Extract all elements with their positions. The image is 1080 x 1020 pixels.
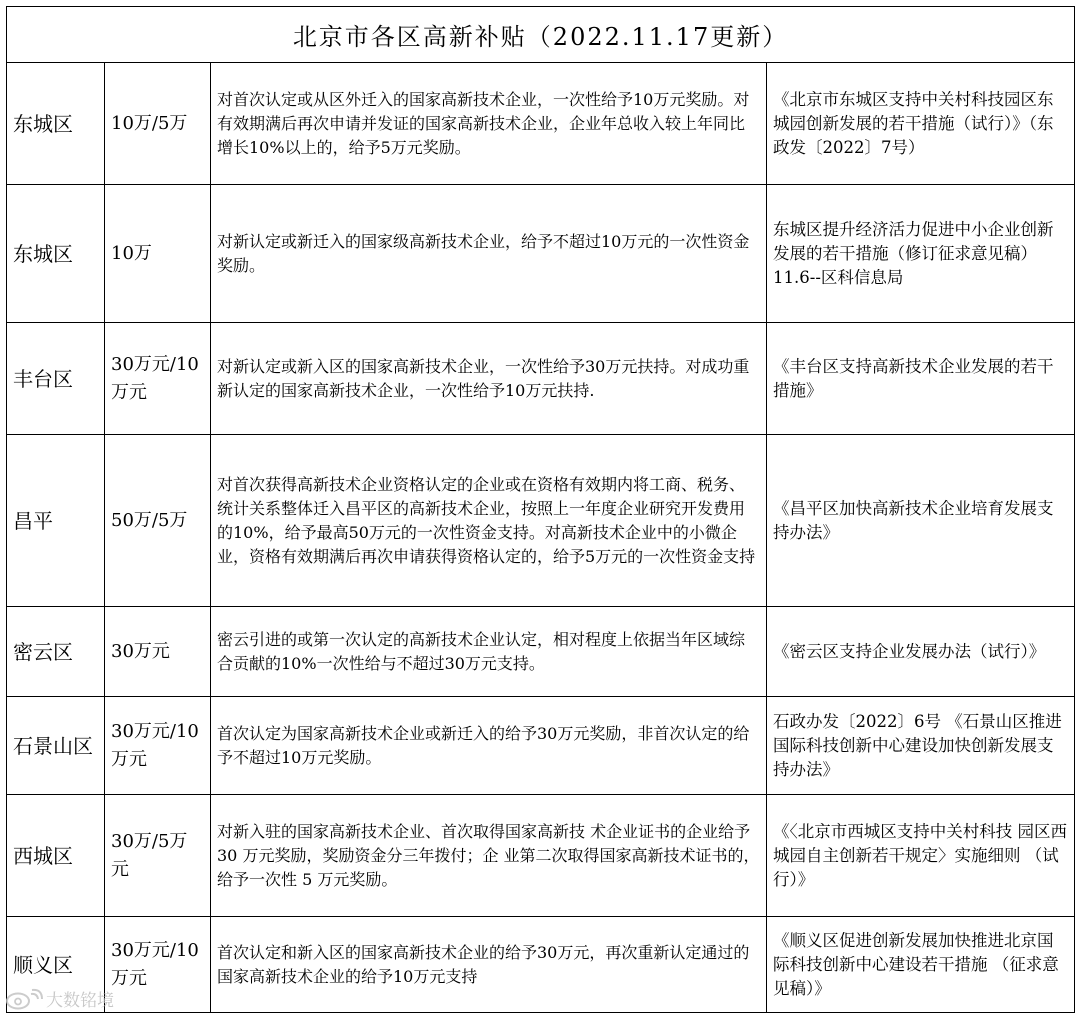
table-row xyxy=(7,795,1075,917)
amount-cell: 30万元/10万元 xyxy=(105,323,211,435)
description-cell: 首次认定为国家高新技术企业或新迁入的给予30万元奖励，非首次认定的给予不超过10万元奖励。 xyxy=(211,697,767,795)
weibo-logo-icon xyxy=(4,988,44,1010)
table-row xyxy=(7,697,1075,795)
amount-cell: 10万/5万 xyxy=(105,63,211,185)
table-row xyxy=(7,323,1075,435)
source-cell: 石政办发〔2022〕6号 《石景山区推进国际科技创新中心建设加快创新发展支持办法》 xyxy=(767,697,1075,795)
district-cell: 密云区 xyxy=(7,607,105,697)
district-cell: 顺义区 xyxy=(7,917,105,1013)
table-row xyxy=(7,185,1075,323)
source-cell: 《〈北京市西城区支持中关村科技 园区西城园自主创新若干规定〉实施细则 （试行）》 xyxy=(767,795,1075,917)
watermark xyxy=(4,986,114,1011)
district-cell: 石景山区 xyxy=(7,697,105,795)
description-cell: 对首次认定或从区外迁入的国家高新技术企业，一次性给予10万元奖励。对有效期满后再次申请并发证的国家高新技术企业，企业年总收入较上年同比增长10%以上的，给予5万元奖励。 xyxy=(211,63,767,185)
table-row xyxy=(7,917,1075,1013)
source-cell: 《昌平区加快高新技术企业培育发展支持办法》 xyxy=(767,435,1075,607)
district-cell: 昌平 xyxy=(7,435,105,607)
description-cell: 密云引进的或第一次认定的高新技术企业认定，相对程度上依据当年区域综合贡献的10%一次性给与不超过30万元支持。 xyxy=(211,607,767,697)
subsidy-table xyxy=(6,6,1075,1013)
amount-cell: 30万元/10万元 xyxy=(105,917,211,1013)
source-cell: 《北京市东城区支持中关村科技园区东城园创新发展的若干措施（试行）》（东政发〔2022〕7号） xyxy=(767,63,1075,185)
description-cell: 对新认定或新入区的国家高新技术企业，一次性给予30万元扶持。对成功重新认定的国家高新技术企业，一次性给予10万元扶持. xyxy=(211,323,767,435)
table-title-row xyxy=(7,7,1075,63)
amount-cell: 30万/5万元 xyxy=(105,795,211,917)
district-cell: 东城区 xyxy=(7,185,105,323)
watermark-text: 大数铭境 xyxy=(46,991,114,1011)
district-cell: 东城区 xyxy=(7,63,105,185)
description-cell: 对新入驻的国家高新技术企业、首次取得国家高新技 术企业证书的企业给予 30 万元奖励，奖励资金分三年拨付；企 业第二次取得国家高新技术证书的，给予一次性 5 万元奖励。 xyxy=(211,795,767,917)
description-cell: 对新认定或新迁入的国家级高新技术企业，给予不超过10万元的一次性资金奖励。 xyxy=(211,185,767,323)
source-cell: 《密云区支持企业发展办法（试行）》 xyxy=(767,607,1075,697)
source-cell: 《丰台区支持高新技术企业发展的若干措施》 xyxy=(767,323,1075,435)
amount-cell: 10万 xyxy=(105,185,211,323)
table-title: 北京市各区高新补贴（2022.11.17更新） xyxy=(7,7,1075,63)
table-row xyxy=(7,607,1075,697)
district-cell: 丰台区 xyxy=(7,323,105,435)
table-row xyxy=(7,63,1075,185)
source-cell: 《顺义区促进创新发展加快推进北京国际科技创新中心建设若干措施 （征求意见稿）》 xyxy=(767,917,1075,1013)
amount-cell: 30万元/10万元 xyxy=(105,697,211,795)
table-row xyxy=(7,435,1075,607)
description-cell: 首次认定和新入区的国家高新技术企业的给予30万元，再次重新认定通过的国家高新技术企业的给予10万元支持 xyxy=(211,917,767,1013)
amount-cell: 50万/5万 xyxy=(105,435,211,607)
source-cell: 东城区提升经济活力促进中小企业创新发展的若干措施（修订征求意见稿）11.6--区科信息局 xyxy=(767,185,1075,323)
description-cell: 对首次获得高新技术企业资格认定的企业或在资格有效期内将工商、税务、统计关系整体迁入昌平区的高新技术企业，按照上一年度企业研究开发费用的10%，给予最高50万元的一次性资金支持。对高新技术企业中的小微企业，资格有效期满后再次申请获得资格认定的，给予5万元的一次性资金支持 xyxy=(211,435,767,607)
district-cell: 西城区 xyxy=(7,795,105,917)
amount-cell: 30万元 xyxy=(105,607,211,697)
